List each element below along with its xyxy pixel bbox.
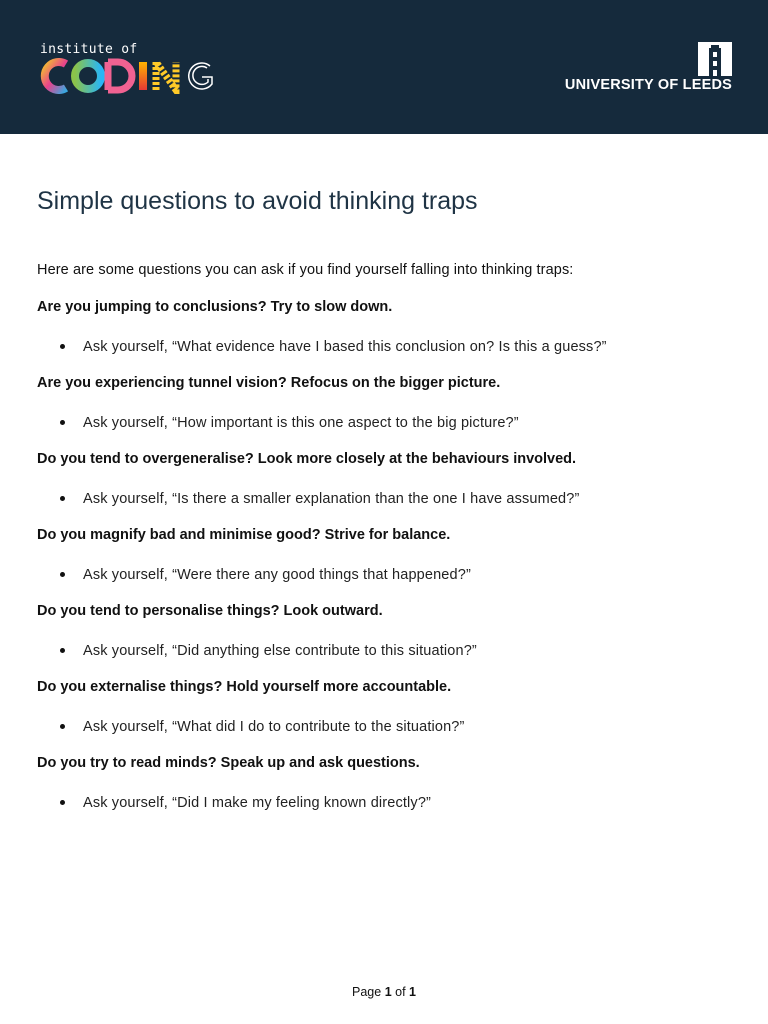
question-section (37, 754, 737, 830)
total-pages-number: 1 (409, 985, 416, 999)
question-section (37, 526, 737, 602)
page-header (0, 0, 768, 134)
bullet-icon (60, 648, 65, 653)
bullet-icon (60, 800, 65, 805)
questions-list (37, 298, 737, 830)
bullet-icon (60, 344, 65, 349)
question-section (37, 374, 737, 450)
question-heading: Do you tend to personalise things? Look outward. (37, 603, 383, 619)
question-section (37, 450, 737, 526)
question-heading: Do you try to read minds? Speak up and ask questions. (37, 755, 420, 771)
question-tip: Ask yourself, “Were there any good things that happened?” (83, 567, 471, 583)
question-section (37, 298, 737, 374)
question-tip: Ask yourself, “Did I make my feeling known directly?” (83, 795, 432, 811)
current-page-number: 1 (384, 985, 392, 999)
of-word: of (395, 985, 406, 999)
question-tip: Ask yourself, “Did anything else contribute to this situation?” (83, 643, 477, 659)
leeds-wordmark: UNIVERSITY OF LEEDS (564, 77, 732, 93)
page-word: Page (352, 985, 382, 999)
university-of-leeds-logo (532, 42, 732, 98)
ioc-logo-small-text: institute of (40, 42, 138, 57)
question-tip: Ask yourself, “Is there a smaller explanation than the one I have assumed?” (83, 491, 580, 507)
bullet-icon (60, 724, 65, 729)
question-heading: Are you jumping to conclusions? Try to slow down. (37, 299, 393, 315)
question-section (37, 678, 737, 754)
bullet-icon (60, 420, 65, 425)
document-title: Simple questions to avoid thinking traps (37, 187, 478, 215)
question-heading: Are you experiencing tunnel vision? Refocus on the bigger picture. (37, 375, 501, 391)
bullet-icon (60, 572, 65, 577)
intro-paragraph: Here are some questions you can ask if you find yourself falling into thinking traps: (37, 262, 574, 278)
page-footer (0, 985, 768, 999)
question-heading: Do you tend to overgeneralise? Look more closely at the behaviours involved. (37, 451, 577, 467)
question-tip: Ask yourself, “What did I do to contribute to the situation?” (83, 719, 465, 735)
institute-of-coding-logo (38, 42, 238, 98)
question-tip: Ask yourself, “How important is this one aspect to the big picture?” (83, 415, 519, 431)
bullet-icon (60, 496, 65, 501)
question-section (37, 602, 737, 678)
ioc-logo-wordmark (38, 58, 238, 94)
question-tip: Ask yourself, “What evidence have I based this conclusion on? Is this a guess?” (83, 339, 607, 355)
leeds-tower-icon (698, 42, 732, 76)
question-heading: Do you externalise things? Hold yourself more accountable. (37, 679, 452, 695)
question-heading: Do you magnify bad and minimise good? Strive for balance. (37, 527, 451, 543)
